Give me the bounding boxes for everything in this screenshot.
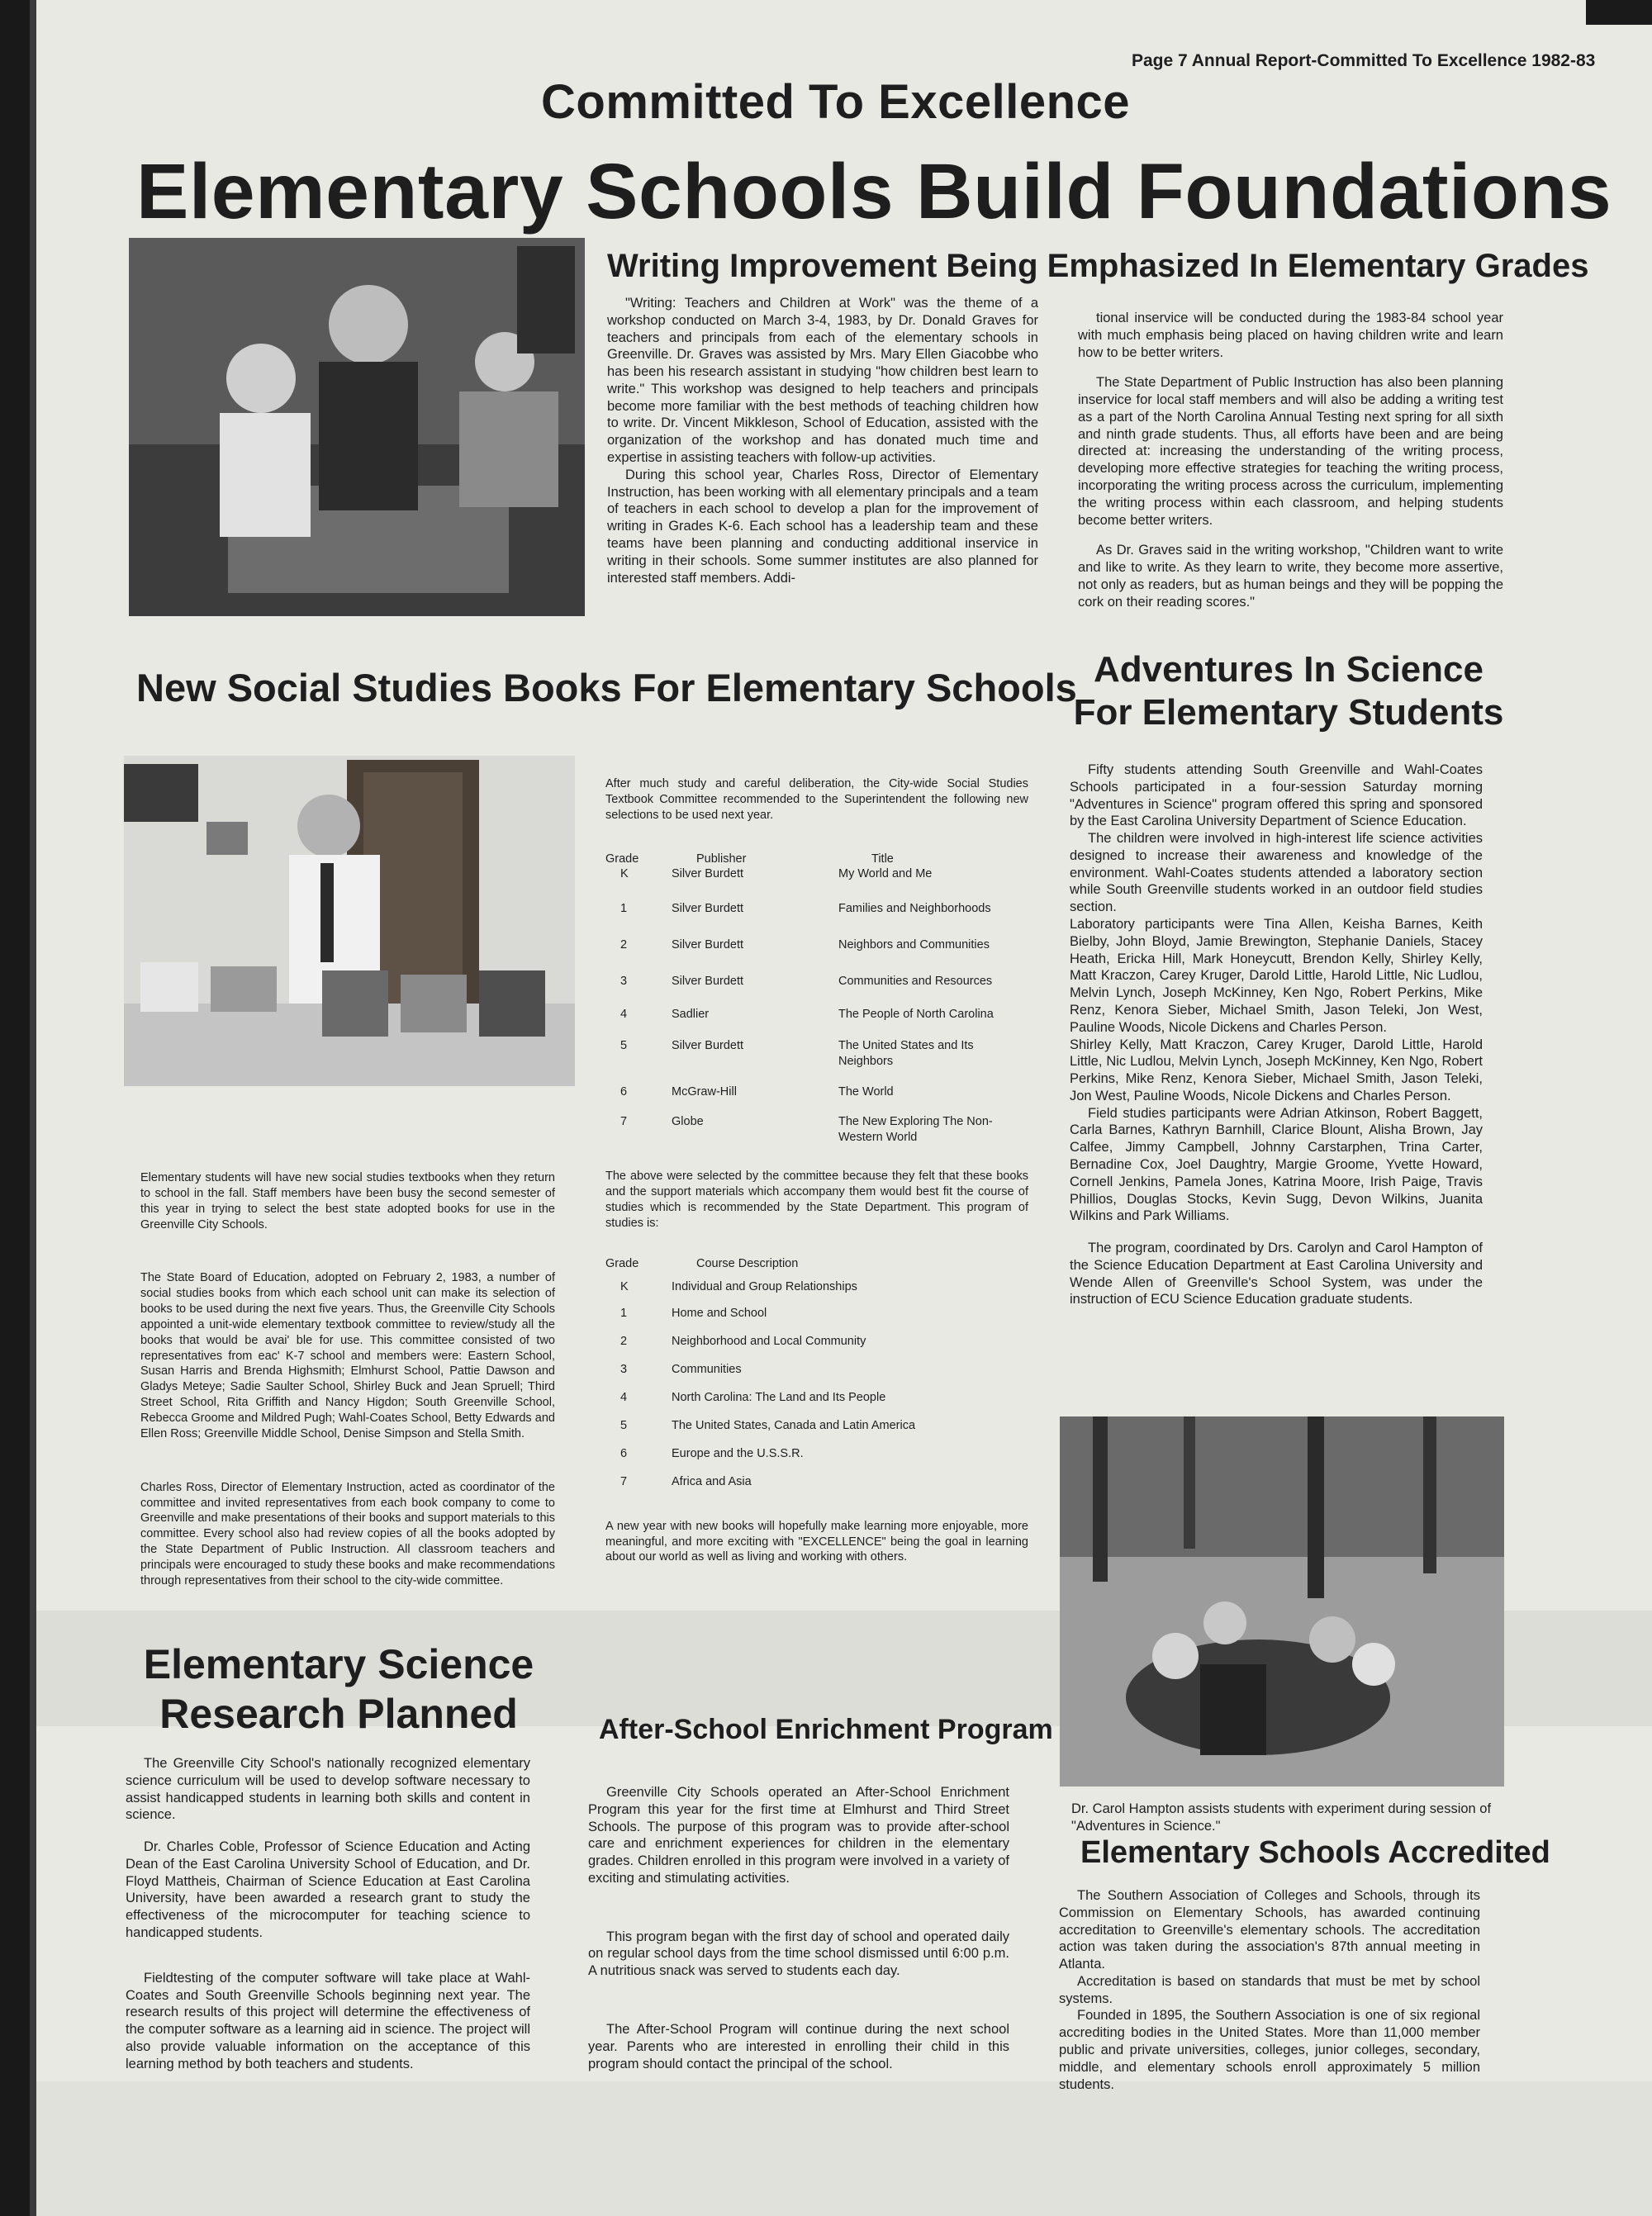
accredited-column: [1059, 1887, 1480, 2093]
adventures-paragraph: Shirley Kelly, Matt Kraczon, Carey Kruger, Darold Little, Harold Little, Nic Ludlou, Melvin Lynch, Joseph McKinney, Ken Ngo, Robert Perkins, Mike Renz, Kenora Sieber, Michael Smith, Jason Teleki, Jon West, Pauline Woods, Nicole Dickens and Charles Person.: [1070, 1037, 1483, 1103]
running-head: Page 7 Annual Report-Committed To Excellence 1982-83: [1132, 51, 1596, 70]
accredited-paragraph: Accreditation is based on standards that must be met by school systems.: [1059, 1973, 1480, 2006]
course-cell: Communities: [672, 1362, 742, 1376]
grade-cell: 7: [620, 1115, 628, 1129]
title-cell: My World and Me: [838, 867, 933, 881]
title-cell: The World: [838, 1085, 894, 1099]
course-cell: Individual and Group Relationships: [672, 1279, 857, 1293]
title-cell: The United States and Its Neighbors: [838, 1039, 974, 1069]
table-row: [605, 1038, 1028, 1084]
table-header-row: [605, 852, 1028, 867]
grade-cell: 6: [620, 1085, 628, 1099]
social-studies-middle-column: [605, 776, 1028, 1577]
column-header: Publisher: [696, 852, 747, 866]
grade-cell: 2: [620, 1334, 628, 1348]
table-row: [605, 1334, 1028, 1362]
writing-title: Writing Improvement Being Emphasized In Elementary Grades: [607, 248, 1589, 284]
scan-band: [36, 2081, 1652, 2216]
grade-cell: 4: [620, 1008, 628, 1022]
afterschool-paragraph: The After-School Program will continue during the next school year. Parents who are interested in enrolling their child in this program should contact the principal of the school.: [588, 2022, 1009, 2071]
scan-edge-left: [0, 0, 30, 2216]
grade-cell: 3: [620, 1362, 628, 1376]
table-row: [605, 974, 1028, 1007]
adventures-paragraph: Field studies participants were Adrian Atkinson, Robert Baggett, Carla Barnes, Kathryn Barnhill, Clarice Blount, Alisha Brown, Jay Calfee, Jimmy Campbell, Johnny Carstarphen, Trina Carter, Bernadine Cox, Joel Daughtry, Margie Groome, Yvette Howard, Cornell Jenkins, Pamela Jones, Katrina Moore, Irish Paige, Travis Phillios, Douglas Stocks, Kevin Sugg, Devon Wilkins, Juanita Wilkins and Park Williams.: [1070, 1105, 1483, 1224]
title-cell: The People of North Carolina: [838, 1008, 994, 1022]
table-row: [605, 1306, 1028, 1334]
adventures-title: Adventures In Science For Elementary Students: [1073, 649, 1504, 733]
grade-cell: 1: [620, 902, 628, 916]
social-studies-title: New Social Studies Books For Elementary Schools: [136, 666, 1077, 709]
title-cell: Communities and Resources: [838, 975, 993, 989]
table-row: [605, 1474, 1028, 1502]
writing-column-2: [1078, 310, 1503, 611]
publisher-cell: Silver Burdett: [672, 1039, 744, 1053]
research-paragraph: Fieldtesting of the computer software will take place at Wahl-Coates and South Greenville Schools beginning next year. The research results of this project will determine the effectiveness of the computer software as a learning aid in science. The project will also provide valuable information on the acceptance of this learning method by both teachers and students.: [126, 1970, 530, 2071]
title-cell: Families and Neighborhoods: [838, 902, 991, 916]
research-paragraph: Dr. Charles Coble, Professor of Science Education and Acting Dean of the East Carolina University School of Education, and Dr. Floyd Mattheis, Chairman of Science Education at East Carolina University, have been awarded a research grant to study the effectiveness of the microcomputer for teaching science to handicapped students.: [126, 1839, 530, 1941]
grade-cell: 7: [620, 1474, 628, 1488]
course-table: [605, 1256, 1028, 1502]
course-cell: Europe and the U.S.S.R.: [672, 1446, 804, 1460]
research-title: Elementary Science Research Planned: [143, 1641, 534, 1737]
writing-paragraph: During this school year, Charles Ross, Director of Elementary Instruction, has been working with all elementary principals and a team of teachers in each school to develop a plan for the improvement of writing in Grades K-6. Each school has a leadership team and these teams have been planning and conducting additional inservice in writing in their schools. Some summer institutes are also planned for interested staff members. Addi-: [607, 467, 1038, 586]
table-row: [605, 1007, 1028, 1038]
afterschool-title: After-School Enrichment Program: [599, 1714, 1053, 1745]
social-paragraph: The State Board of Education, adopted on February 2, 1983, a number of social studies books from which each school unit can make its selection of books to be used during the next five years. Thus, the Greenville City Schools appointed a unit-wide elementary textbook committee to review/study all the books that would be avai' ble for use. This committee consisted of two representatives from eac' K-7 school and members were: Eastern School, Susan Harris and Brenda Highsmith; Elmhurst School, Pattie Dawson and Gladys Meteye; Sadie Saulter School, Shirley Buck and Jean Spruell; Third Street School, Rita Griffith and Nancy Higdon; South Greenville School, Rebecca Groome and Mildred Pugh; Wahl-Coates School, Betty Edwards and Ellen Ross; Greenville Middle School, Denise Simpson and Stella Smith.: [140, 1271, 555, 1440]
social-studies-photo: [124, 756, 575, 1086]
adventures-caption: Dr. Carol Hampton assists students with experiment during session of "Adventures in Science.": [1071, 1801, 1492, 1834]
afterschool-column: [588, 1784, 1009, 2072]
grade-cell: 3: [620, 975, 628, 989]
grade-cell: K: [620, 1279, 629, 1293]
table-row: [605, 1362, 1028, 1390]
accredited-paragraph: The Southern Association of Colleges and Schools, through its Commission on Elementary Schools, has awarded continuing accreditation to Greenville's elementary schools. The accreditation action was taken during the association's 87th annual meeting in Atlanta.: [1059, 1888, 1480, 1972]
table-row: [605, 937, 1028, 974]
accredited-paragraph: Founded in 1895, the Southern Association is one of six regional accrediting bodies in the United States. More than 11,000 member public and private universities, colleges, junior colleges, secondary, middle, and elementary schools enroll approximately 5 million students.: [1059, 2008, 1480, 2092]
writing-paragraph: As Dr. Graves said in the writing workshop, "Children want to write and like to write. As they learn to write, they become more assertive, not only as readers, but as human beings and they will be popping the cork on their reading scores.": [1078, 543, 1503, 610]
grade-cell: 1: [620, 1306, 628, 1320]
publisher-cell: Sadlier: [672, 1008, 710, 1022]
research-column: [126, 1755, 530, 2073]
table-row: [605, 1114, 1028, 1147]
title-cell: The New Exploring The Non-Western World: [838, 1115, 993, 1145]
adventures-paragraph: Laboratory participants were Tina Allen, Keisha Barnes, Keith Bielby, John Bloyd, Jamie Brewington, Stephanie Daniels, Stacey Heath, Ericka Hill, Mark Honeycutt, Brendon Kelly, Shirley Kelly, Matt Kraczon, Carey Kruger, Darold Little, Harold Little, Nic Ludlou, Melvin Lynch, Joseph McKinney, Ken Ngo, Robert Perkins, Mike Renz, Kenora Sieber, Michael Smith, Jason Teleki, Jon West, Pauline Woods, Nicole Dickens and Charles Person.: [1070, 917, 1483, 1035]
scan-edge-shadow: [30, 0, 36, 2216]
grade-cell: K: [620, 867, 629, 881]
column-header: Grade: [605, 1256, 639, 1270]
table-header-row: [605, 1256, 1028, 1279]
table-row: [605, 1084, 1028, 1114]
table-row: [605, 1418, 1028, 1446]
writing-paragraph: The State Department of Public Instruction has also been planning inservice for local staff members and will also be adding a writing test as a part of the North Carolina Annual Testing next spring for all sixth and ninth grade students. Thus, all efforts have been and are being directed at: increasing the understanding of the writing process, developing more effective strategies for teaching the writing process, incorporating the writing process across the curriculum, implementing the writing process within each classroom, and helping students become better writers.: [1078, 375, 1503, 528]
adventures-paragraph: The program, coordinated by Drs. Carolyn and Carol Hampton of the Science Education Department at East Carolina University and Wende Allen of Greenville's School System, was under the instruction of ECU Science Education graduate students.: [1070, 1241, 1483, 1307]
publisher-cell: Silver Burdett: [672, 938, 744, 952]
publisher-cell: Silver Burdett: [672, 867, 744, 881]
course-cell: Neighborhood and Local Community: [672, 1334, 866, 1348]
social-intro: After much study and careful deliberation, the City-wide Social Studies Textbook Committee recommended to the Superintendent the following new selections to be used next year.: [605, 777, 1028, 822]
grade-cell: 5: [620, 1039, 628, 1053]
social-paragraph: Charles Ross, Director of Elementary Instruction, acted as coordinator of the committee and invited representatives from each book company to come to Greenville and make presentations of their books and support materials to this committee. Every school also had review copies of all the books adopted by the State Department of Public Instruction. All classroom teachers and principals were encouraged to study these books and make recommendations through representatives from their school to the city-wide committee.: [140, 1480, 555, 1587]
page-headline: Elementary Schools Build Foundations: [136, 148, 1612, 235]
publisher-cell: McGraw-Hill: [672, 1085, 737, 1099]
afterschool-paragraph: This program began with the first day of school and operated daily on regular school days from the time school dismissed until 6:00 p.m. A nutritious snack was served to students each day.: [588, 1929, 1009, 1979]
publisher-cell: Silver Burdett: [672, 975, 744, 989]
column-header: Grade: [605, 852, 639, 866]
column-header: Title: [871, 852, 894, 866]
adventures-photo: [1060, 1416, 1504, 1787]
grade-cell: 4: [620, 1390, 628, 1404]
course-cell: The United States, Canada and Latin America: [672, 1418, 916, 1432]
table-row: [605, 1279, 1028, 1306]
adventures-column: [1070, 762, 1483, 1308]
grade-cell: 6: [620, 1446, 628, 1460]
course-cell: Africa and Asia: [672, 1474, 752, 1488]
writing-workshop-photo: [129, 238, 585, 616]
publisher-cell: Globe: [672, 1115, 704, 1129]
course-cell: North Carolina: The Land and Its People: [672, 1390, 886, 1404]
column-header: Course Description: [696, 1256, 799, 1270]
adventures-paragraph: Fifty students attending South Greenville and Wahl-Coates Schools participated in a four-session Saturday morning "Adventures in Science" program offered this spring and sponsored by the East Carolina University Department of Science Education.: [1070, 762, 1483, 829]
accredited-title: Elementary Schools Accredited: [1080, 1835, 1550, 1870]
publisher-cell: Silver Burdett: [672, 902, 744, 916]
textbook-table: [605, 852, 1028, 1148]
table-row: [605, 1390, 1028, 1418]
adventures-paragraph: The children were involved in high-interest life science activities designed to increase their awareness and knowledge of the environment. Wahl-Coates students attended a laboratory section while South Greenville students worked in an outdoor field studies section.: [1070, 831, 1483, 915]
research-paragraph: The Greenville City School's nationally recognized elementary science curriculum will be used to develop software necessary to assist handicapped students in learning both skills and content in science.: [126, 1756, 530, 1823]
grade-cell: 2: [620, 938, 628, 952]
social-closing: A new year with new books will hopefully make learning more enjoyable, more meaningful, and more exciting with "EXCELLENCE" being the goal in learning about our world as well as living and working with others.: [605, 1519, 1028, 1564]
course-cell: Home and School: [672, 1306, 767, 1320]
social-studies-left-column: [140, 1170, 555, 1601]
kicker: Committed To Excellence: [541, 75, 1131, 129]
afterschool-paragraph: Greenville City Schools operated an After-School Enrichment Program this year for the first time at Elmhurst and Third Street Schools. The purpose of this program was to provide after-school care and enrichment experiences for children in the elementary grades. Children enrolled in this program were involved in a variety of exciting and stimulating activities.: [588, 1785, 1009, 1886]
writing-column-1: [607, 295, 1038, 586]
scan-edge-corner: [1586, 0, 1652, 25]
table-row: [605, 901, 1028, 937]
writing-paragraph: tional inservice will be conducted during the 1983-84 school year with much emphasis being placed on having children write and learn how to be better writers.: [1078, 311, 1503, 360]
table-row: [605, 1446, 1028, 1474]
title-cell: Neighbors and Communities: [838, 938, 990, 952]
table-row: [605, 866, 1028, 901]
social-paragraph: Elementary students will have new social studies textbooks when they return to school in the fall. Staff members have been busy the second semester of this year in trying to select the best state adopted books for use in the Greenville City Schools.: [140, 1171, 555, 1231]
writing-paragraph: "Writing: Teachers and Children at Work" was the theme of a workshop conducted on March 3-4, 1983, by Dr. Donald Graves for teachers and principals from each of the elementary schools in Greenville. Dr. Graves was assisted by Mrs. Mary Ellen Giacobbe who has been his research assistant in studying "how children best learn to write." This workshop was designed to help teachers and principals become more familiar with the best methods of teaching children how to write. Dr. Vincent Mikkleson, School of Education, assisted with the organization of the workshop and has donated much time and expertise in assisting teachers with follow-up activities.: [607, 296, 1038, 466]
social-middle: The above were selected by the committee because they felt that these books and the support materials which accompany them would best fit the course of studies which is recommended by the State Department. This program of studies is:: [605, 1170, 1028, 1230]
grade-cell: 5: [620, 1418, 628, 1432]
